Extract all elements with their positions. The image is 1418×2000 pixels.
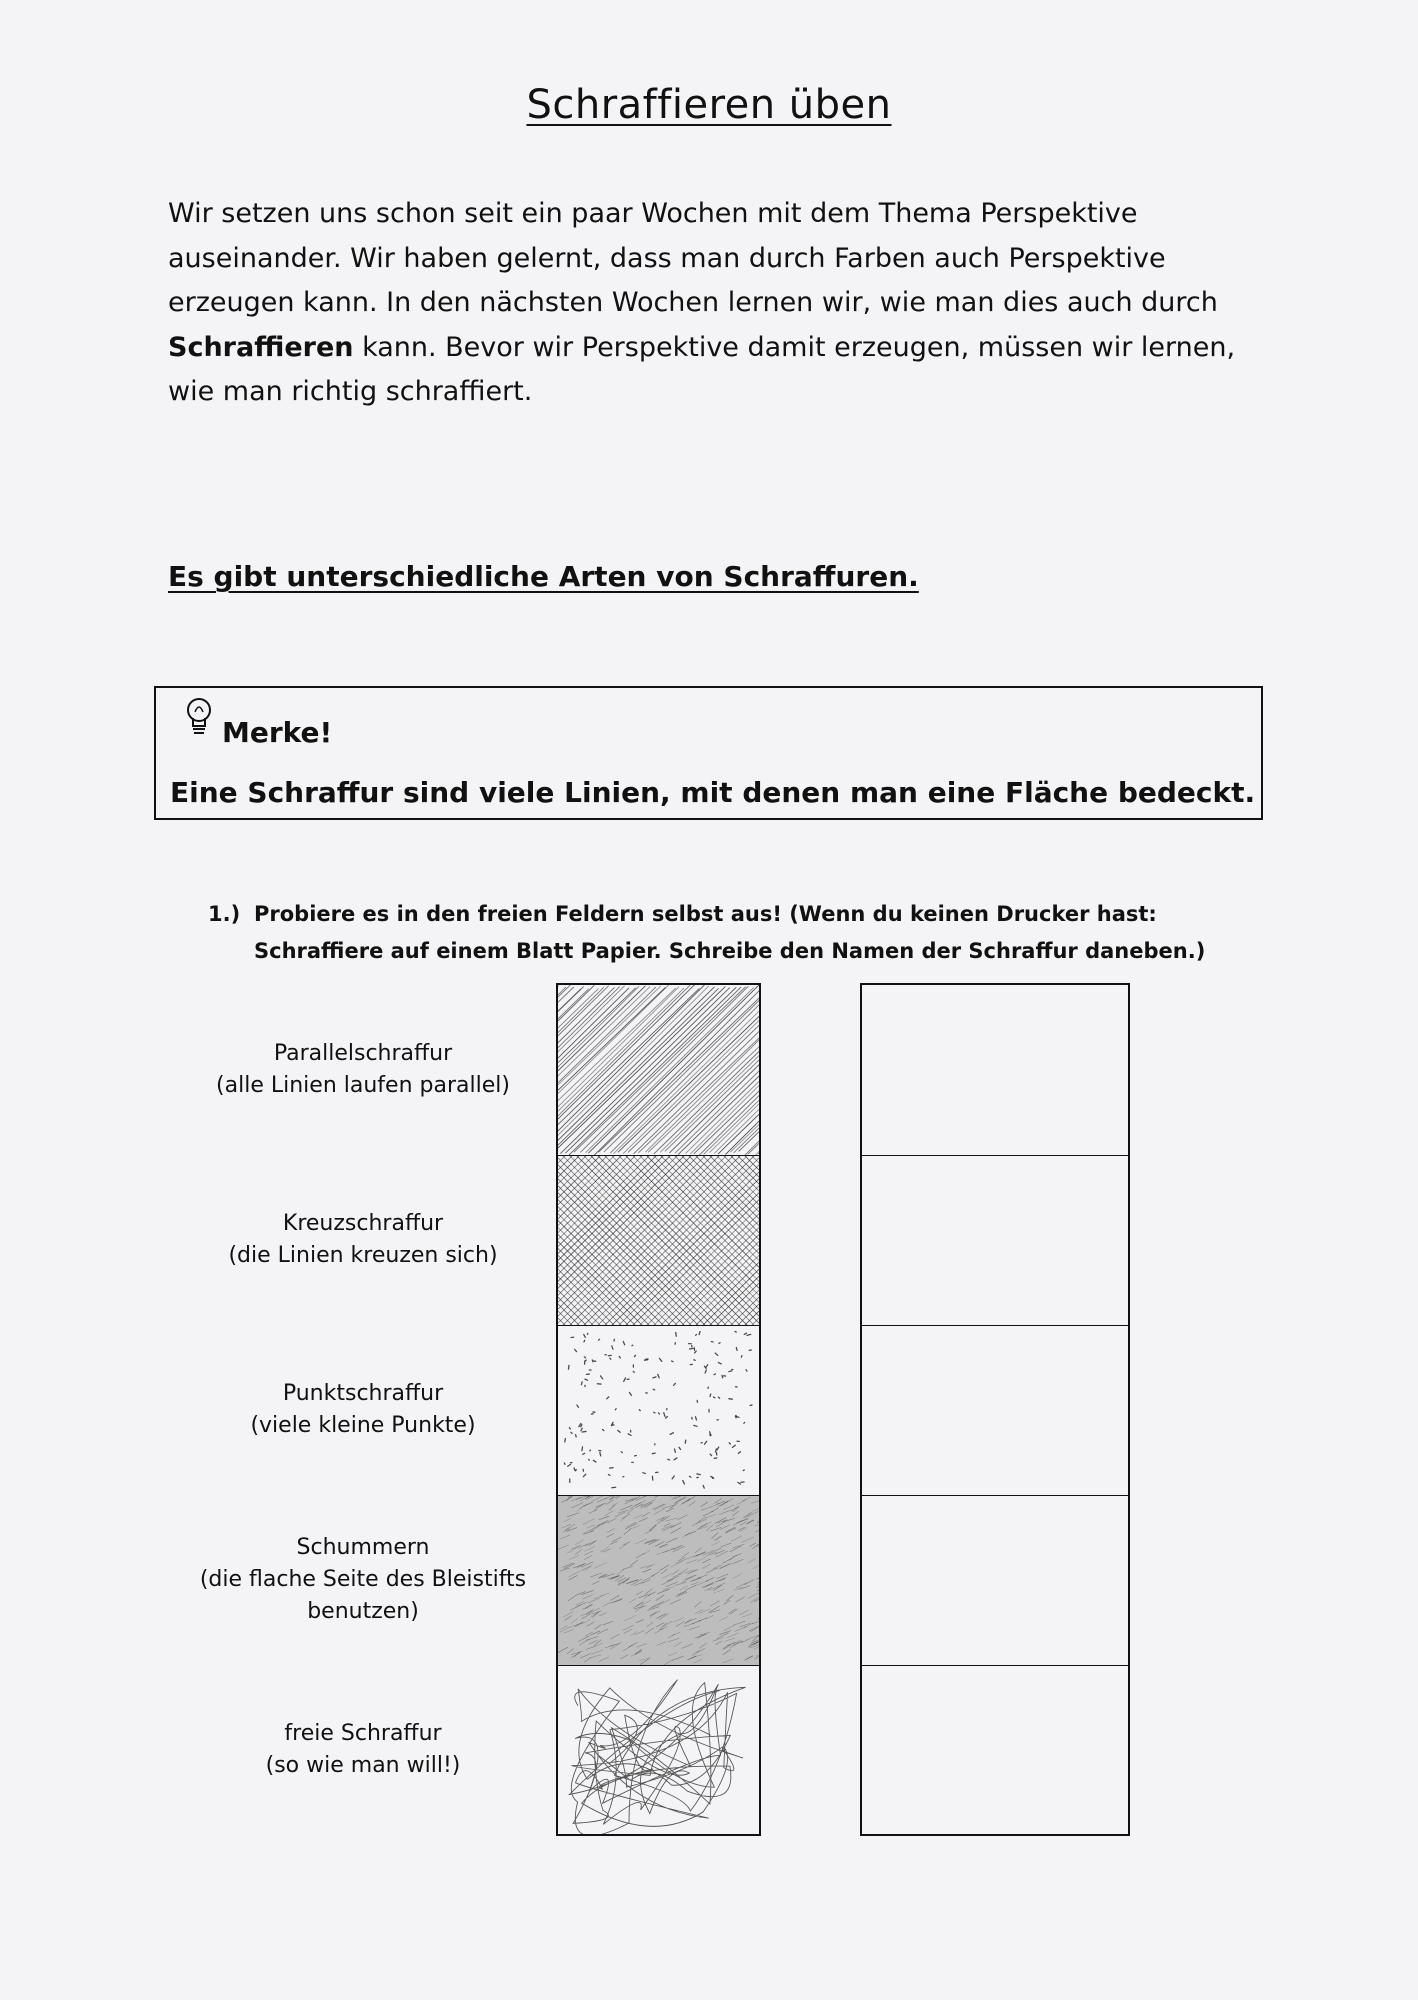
task-instruction <box>208 896 1278 970</box>
hatch-label-dots <box>193 1378 533 1442</box>
dot-hatching-image <box>558 1326 759 1495</box>
merke-definition: Eine Schraffur sind viele Linien, mit denen man eine Fläche bedeckt. <box>170 776 1256 809</box>
hatch-desc: (die flache Seite des Bleistifts <box>199 1567 527 1592</box>
intro-line: auseinander. Wir haben gelernt, dass man durch Farben auch Perspektive <box>168 242 1166 274</box>
example-dots <box>558 1325 759 1495</box>
example-parallel <box>558 985 759 1155</box>
hatch-name: Punktschraffur <box>282 1381 444 1406</box>
intro-line: wie man richtig schraffiert. <box>168 376 533 407</box>
page-title: Schraffieren üben <box>526 82 892 128</box>
intro-paragraph <box>168 192 1278 415</box>
intro-keyword: Schraffieren <box>168 331 354 363</box>
hatch-name: Kreuzschraffur <box>282 1211 444 1236</box>
practice-field[interactable] <box>862 1665 1128 1835</box>
section-heading: Es gibt unterschiedliche Arten von Schraffuren. <box>168 560 919 593</box>
hatch-label-shade <box>193 1532 533 1628</box>
free-hatching-image <box>558 1666 759 1835</box>
practice-field[interactable] <box>862 1325 1128 1495</box>
hatch-desc: benutzen) <box>307 1599 419 1624</box>
task-number: 1.) <box>208 902 241 926</box>
hatch-desc: (viele kleine Punkte) <box>250 1413 476 1438</box>
hatch-name: Schummern <box>296 1535 430 1560</box>
merke-label: Merke! <box>222 716 333 749</box>
hatch-name: freie Schraffur <box>284 1721 442 1746</box>
shading-image <box>558 1496 759 1665</box>
intro-line: Wir setzen uns schon seit ein paar Wochen mit dem Thema Perspektive <box>168 198 1138 229</box>
intro-line: Schraffieren kann. Bevor wir Perspektive damit erzeugen, müssen wir lernen, <box>168 331 1236 363</box>
practice-column <box>860 983 1130 1836</box>
hatch-label-cross <box>193 1208 533 1272</box>
practice-field[interactable] <box>862 1495 1128 1665</box>
task-text: Probiere es in den freien Feldern selbst aus! (Wenn du keinen Drucker hast: Schraffiere auf einem Blatt Papier. Schreibe den Namen der Schraffur daneben.) <box>254 902 1206 963</box>
practice-field[interactable] <box>862 985 1128 1155</box>
parallel-hatching-image <box>558 985 759 1155</box>
example-shade <box>558 1495 759 1665</box>
hatch-desc: (alle Linien laufen parallel) <box>216 1073 510 1098</box>
hatch-label-parallel <box>193 1038 533 1102</box>
example-column <box>556 983 761 1836</box>
example-scribble <box>558 1665 759 1835</box>
merke-box <box>154 686 1263 820</box>
hatch-desc: (so wie man will!) <box>265 1753 461 1778</box>
hatch-desc: (die Linien kreuzen sich) <box>228 1243 498 1268</box>
lightbulb-icon <box>182 696 218 740</box>
practice-field[interactable] <box>862 1155 1128 1325</box>
example-cross <box>558 1155 759 1325</box>
cross-hatching-image <box>558 1156 759 1325</box>
hatch-label-scribble <box>193 1718 533 1782</box>
hatch-name: Parallelschraffur <box>273 1041 453 1066</box>
intro-line: erzeugen kann. In den nächsten Wochen lernen wir, wie man dies auch durch <box>168 287 1218 318</box>
